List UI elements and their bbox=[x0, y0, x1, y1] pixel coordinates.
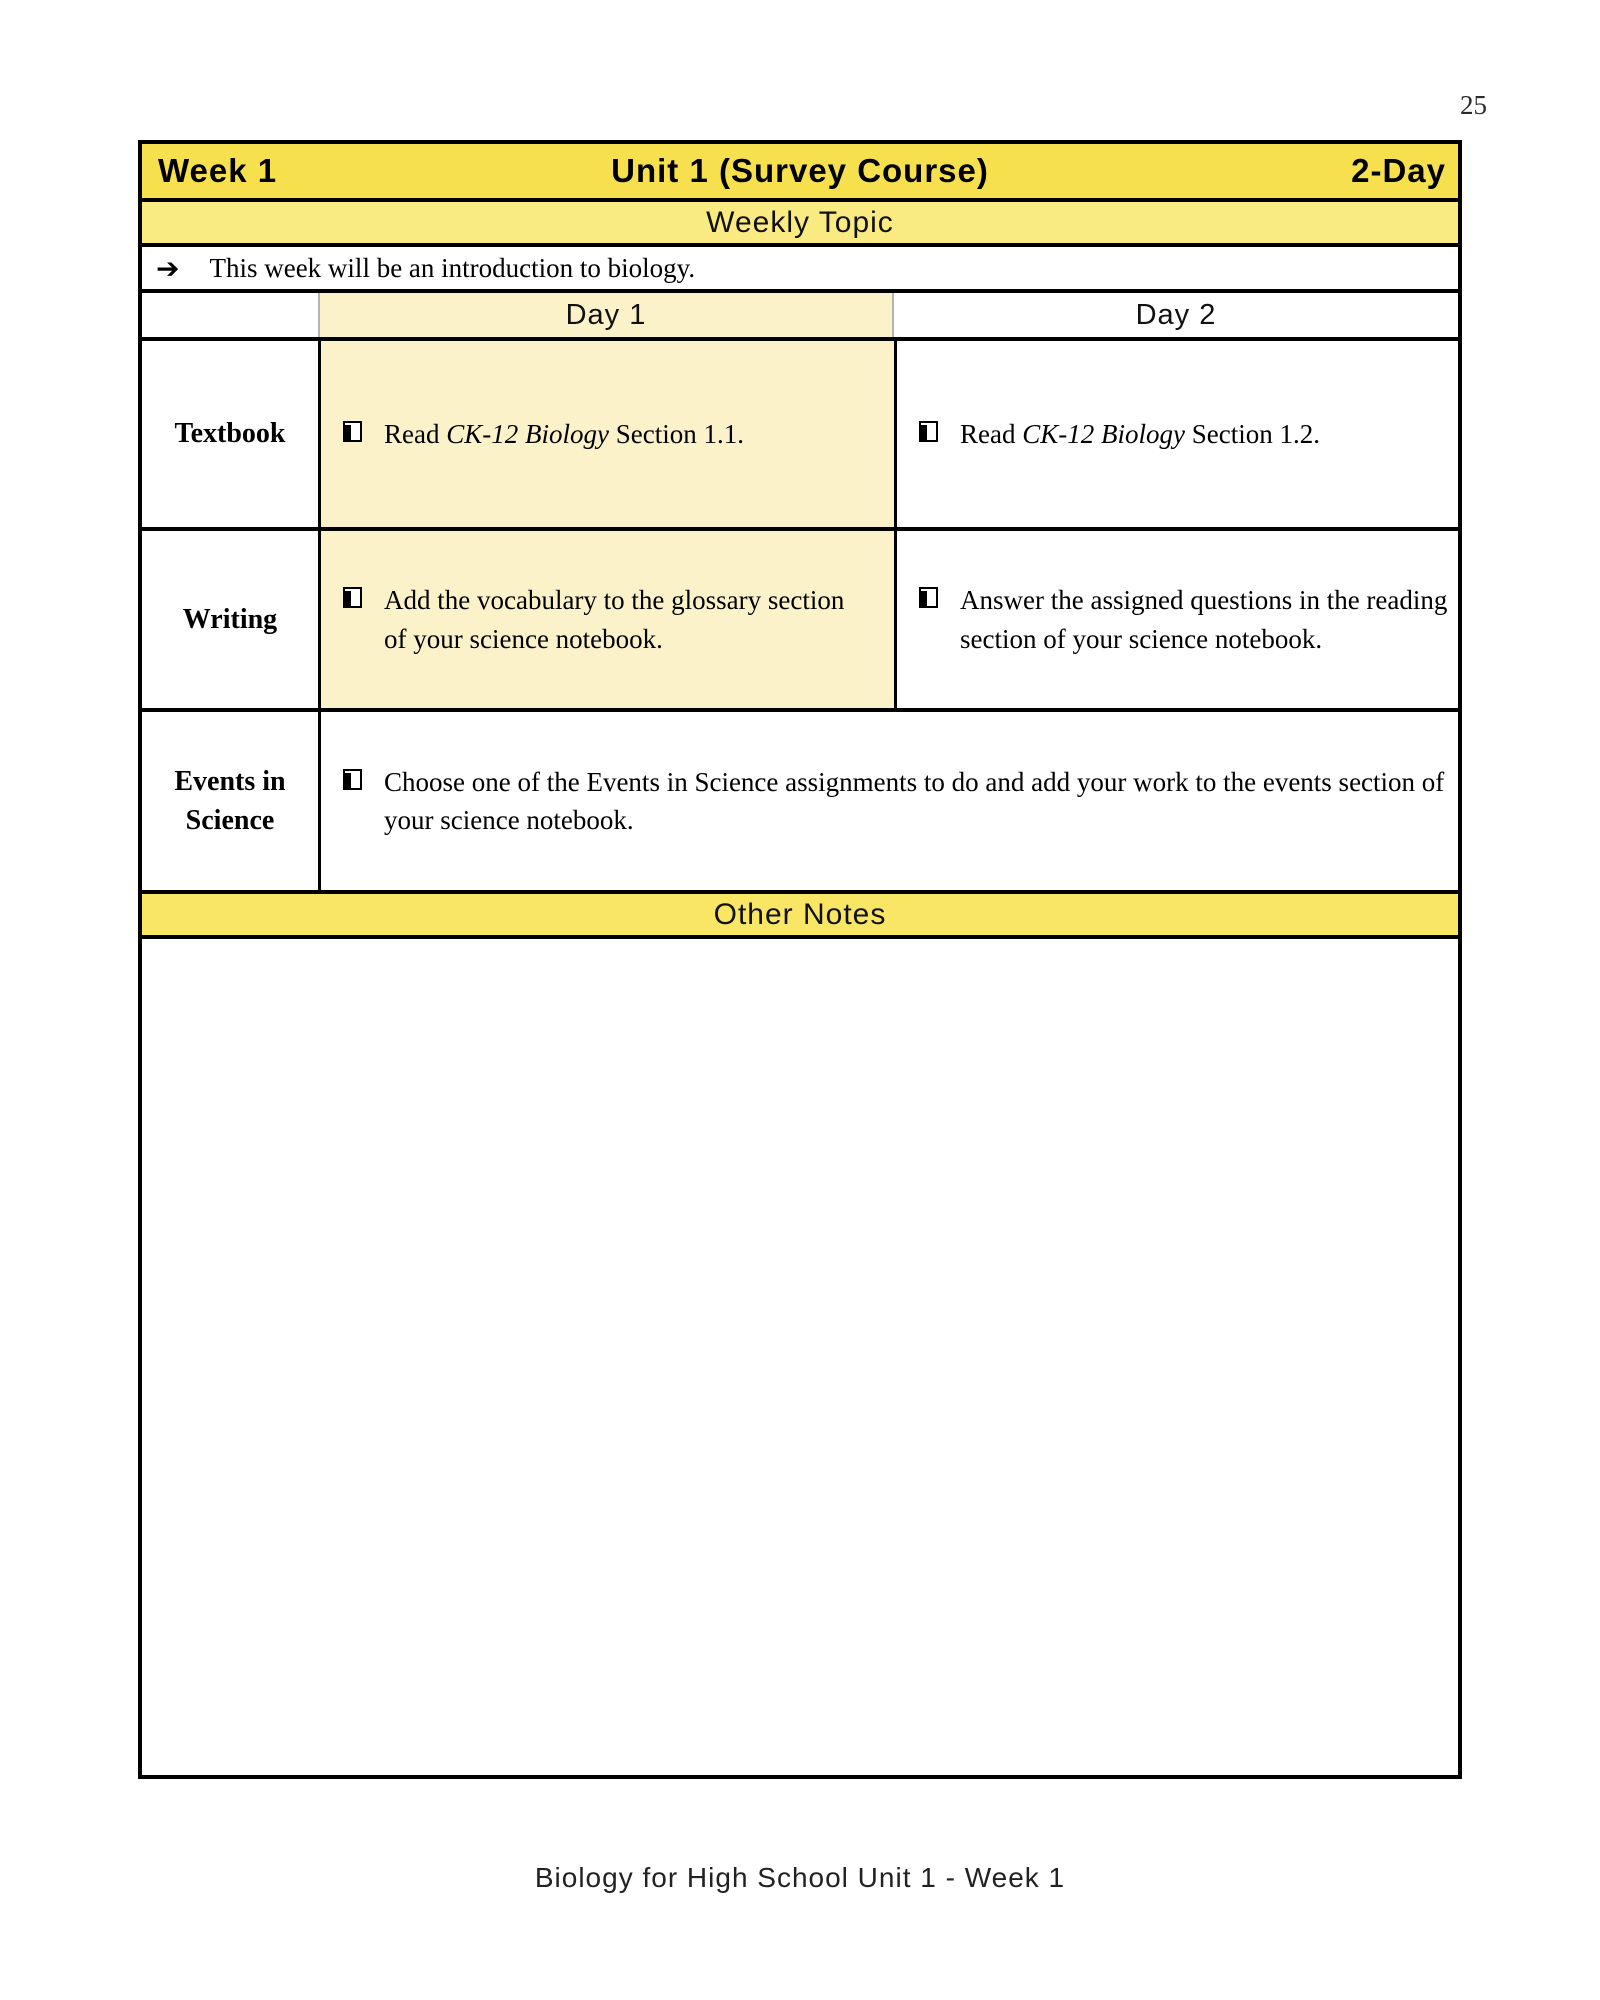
task-item bbox=[321, 581, 894, 658]
weekly-topic-title: Weekly Topic bbox=[706, 205, 894, 239]
day1-column-header bbox=[318, 293, 894, 337]
day2-column-header bbox=[894, 293, 1458, 337]
writing-day1-cell bbox=[318, 531, 894, 708]
checkbox-icon bbox=[919, 421, 938, 442]
day2-header-label: Day 2 bbox=[1135, 298, 1217, 331]
task-item bbox=[897, 415, 1458, 453]
other-notes-area bbox=[142, 935, 1458, 1775]
week-label: Week 1 bbox=[158, 152, 278, 189]
schedule-duration-label: 2-Day bbox=[1351, 152, 1446, 189]
row-label-events-in-science: Events in Science bbox=[174, 765, 286, 836]
weekly-topic-note-row bbox=[142, 243, 1458, 289]
title-bar bbox=[142, 144, 1458, 198]
day1-header-label: Day 1 bbox=[565, 298, 647, 331]
page-number: 25 bbox=[1460, 90, 1487, 120]
day-header-spacer bbox=[142, 293, 318, 337]
weekly-planner-table bbox=[138, 140, 1462, 1779]
checkbox-icon bbox=[343, 421, 362, 442]
arrow-bullet-icon: ➔ bbox=[156, 251, 180, 285]
checkbox-icon bbox=[919, 587, 938, 608]
task-text: Read CK-12 Biology Section 1.2. bbox=[960, 418, 1320, 449]
other-notes-title: Other Notes bbox=[713, 897, 887, 931]
weekly-topic-header bbox=[142, 198, 1458, 243]
writing-day2-cell bbox=[894, 531, 1458, 708]
page-footer: Biology for High School Unit 1 - Week 1 bbox=[534, 1862, 1066, 1893]
textbook-day2-cell bbox=[894, 341, 1458, 527]
textbook-day1-cell bbox=[318, 341, 894, 527]
checkbox-icon bbox=[343, 769, 362, 790]
task-text: Choose one of the Events in Science assignments to do and add your work to the events section of your science notebook. bbox=[384, 766, 1445, 835]
task-text: Read CK-12 Biology Section 1.1. bbox=[384, 418, 744, 449]
table-row-events-in-science bbox=[142, 708, 1458, 890]
task-item bbox=[897, 581, 1458, 658]
day-header-row bbox=[142, 289, 1458, 337]
checkbox-icon bbox=[343, 587, 362, 608]
task-text: Answer the assigned questions in the reading section of your science notebook. bbox=[960, 585, 1448, 654]
weekly-topic-note: This week will be an introduction to biology. bbox=[209, 252, 696, 283]
task-item bbox=[321, 763, 1458, 840]
table-row-textbook bbox=[142, 337, 1458, 527]
task-item bbox=[321, 415, 894, 453]
row-label-writing: Writing bbox=[182, 603, 278, 635]
task-text: Add the vocabulary to the glossary section of your science notebook. bbox=[384, 585, 845, 654]
unit-title: Unit 1 (Survey Course) bbox=[611, 152, 989, 189]
events-in-science-cell bbox=[318, 712, 1458, 890]
other-notes-header bbox=[142, 890, 1458, 935]
row-label-textbook: Textbook bbox=[174, 418, 286, 450]
table-row-writing bbox=[142, 527, 1458, 708]
